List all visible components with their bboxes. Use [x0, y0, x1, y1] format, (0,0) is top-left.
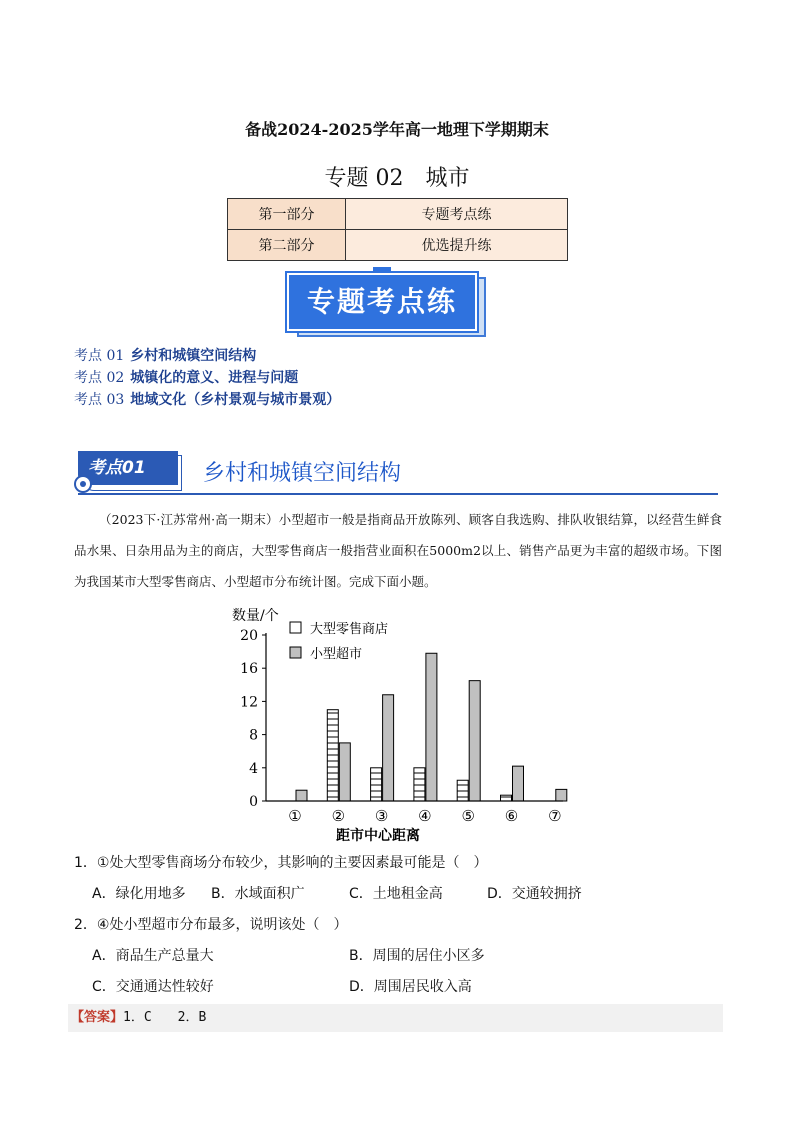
- doc-header-title: 备战2024-2025学年高一地理下学期期末: [245, 120, 549, 139]
- x-tick-label: ③: [374, 807, 389, 825]
- answer-tag: 【答案】: [71, 1010, 124, 1025]
- section-title: 乡村和城镇空间结构: [203, 461, 402, 486]
- y-axis: [240, 628, 266, 810]
- bar-small-supermarket: [426, 653, 437, 801]
- toc-text: 城镇化的意义、进程与问题: [130, 370, 299, 386]
- y-tick-label: 0: [249, 794, 258, 810]
- x-tick-label: ⑦: [548, 807, 562, 825]
- part-name-cell: 专题考点练: [346, 199, 568, 230]
- bar-small-supermarket: [296, 790, 307, 801]
- bar-large-store: [371, 768, 382, 801]
- y-tick-label: 4: [249, 760, 258, 777]
- bar-small-supermarket: [339, 743, 350, 801]
- topic-title: 专题 02 城市: [324, 166, 470, 191]
- bar-large-store: [457, 780, 468, 801]
- x-tick-label: ④: [418, 807, 432, 825]
- option-a[interactable]: A．商品生产总量大: [92, 948, 214, 964]
- option-c[interactable]: C．交通通达性较好: [92, 979, 214, 995]
- x-axis: [266, 801, 563, 825]
- bar-small-supermarket: [556, 789, 567, 801]
- x-tick-label: ⑥: [504, 807, 519, 825]
- toc-item[interactable]: [74, 367, 298, 387]
- topic-banner: [287, 267, 487, 339]
- bar-small-supermarket: [383, 695, 394, 801]
- toc-item[interactable]: [74, 389, 340, 409]
- y-tick-label: 8: [249, 727, 258, 744]
- x-tick-label: ⑤: [461, 807, 475, 825]
- bar-group: [296, 653, 567, 801]
- toc-label: 考点 02: [74, 370, 125, 386]
- question-stem: 1．①处大型零售商场分布较少，其影响的主要因素最可能是（ ）: [74, 855, 488, 871]
- toc-label: 考点 03: [74, 392, 125, 408]
- y-axis-label: 数量/个: [232, 608, 279, 624]
- parts-table: [227, 198, 568, 261]
- banner-text: 专题考点练: [287, 273, 477, 331]
- table-row: [228, 230, 568, 261]
- bar-large-store: [327, 710, 338, 801]
- toc-label: 考点 01: [74, 348, 125, 364]
- y-tick-label: 20: [240, 628, 258, 644]
- legend-swatch-large: [290, 622, 301, 633]
- part-name-cell: 优选提升练: [346, 230, 568, 261]
- toc-text: 乡村和城镇空间结构: [130, 348, 257, 364]
- option-c[interactable]: C．土地租金高: [349, 886, 443, 902]
- answer-box: [68, 1004, 723, 1032]
- option-b[interactable]: B．周围的居住小区多: [349, 948, 485, 964]
- y-tick-label: 12: [240, 694, 258, 711]
- table-row: [228, 199, 568, 230]
- bar-small-supermarket: [513, 766, 524, 801]
- answer-text: 1．C 2．B: [123, 1010, 207, 1025]
- toc-item[interactable]: [74, 345, 256, 365]
- bar-large-store: [501, 795, 512, 801]
- legend-label: 大型零售商店: [310, 622, 389, 637]
- x-tick-label: ①: [288, 807, 302, 825]
- option-b[interactable]: B．水域面积广: [211, 886, 305, 902]
- badge-text: 考点01: [88, 458, 146, 478]
- legend-swatch-small: [290, 647, 301, 658]
- legend-label: 小型超市: [310, 647, 363, 662]
- distribution-bar-chart: [228, 602, 578, 846]
- badge-dot-icon: [74, 475, 92, 493]
- section-divider: [78, 493, 718, 495]
- part-cell: 第二部分: [228, 230, 346, 261]
- option-a[interactable]: A．绿化用地多: [92, 886, 186, 902]
- bar-small-supermarket: [469, 681, 480, 801]
- chart-legend: [290, 621, 388, 662]
- x-tick-label: ②: [331, 807, 346, 825]
- question-stem: 2．④处小型超市分布最多，说明该处（ ）: [74, 917, 348, 933]
- option-d[interactable]: D．周围居民收入高: [349, 979, 472, 995]
- y-tick-label: 16: [240, 661, 258, 678]
- option-d[interactable]: D．交通较拥挤: [487, 886, 582, 902]
- question-passage: （2023下·江苏常州·高一期末）小型超市一般是指商品开放陈列、顾客自我选购、排队收银结算，以经营生鲜食品水果、日杂用品为主的商店，大型零售商店一般指营业面积在5000m2以上、销售产品更为丰富的超级市场。下图为我国某市大型零售商店、小型超市分布统计图。完成下面小题。: [74, 512, 722, 589]
- part-cell: 第一部分: [228, 199, 346, 230]
- section-badge: [78, 449, 182, 489]
- x-axis-label: 距市中心距离: [336, 828, 420, 844]
- toc-text: 地域文化（乡村景观与城市景观）: [130, 392, 341, 408]
- bar-large-store: [414, 768, 425, 801]
